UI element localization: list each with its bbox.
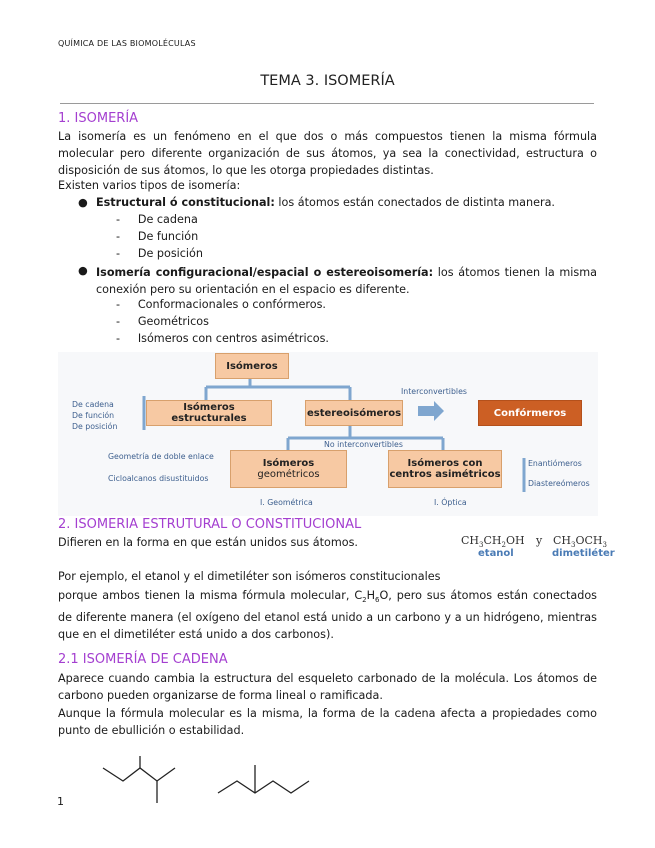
label-de-posicion: De posición <box>72 422 118 431</box>
node-asim-line1: Isómeros con <box>407 458 483 469</box>
list-item-posicion: - De posición <box>116 247 203 260</box>
list-item-label: De posición <box>137 247 203 260</box>
section-2-example: Por ejemplo, el etanol y el dimetiléter son isómeros constitucionales <box>58 570 441 583</box>
isomer-diagram <box>58 352 598 516</box>
section-2-1-paragraph-2: Aunque la fórmula molecular es la misma, la forma de la cadena afecta a propiedades como punto de ebullición o estabilidad. <box>58 707 597 737</box>
skeletal-structures <box>95 755 325 810</box>
list-item-funcion: - De función <box>116 230 199 243</box>
formula-y: y <box>536 534 543 547</box>
formula-etanol: $CH_3CH_2OH$ <box>461 534 525 550</box>
bullet-dot: ● <box>78 264 88 277</box>
node-isomeros: Isómeros <box>215 353 289 379</box>
bullet-structural <box>96 196 555 209</box>
node-estereoisomeros: estereoisómeros <box>305 400 403 426</box>
label-de-cadena: De cadena <box>72 400 114 409</box>
label-enantiomeros: Enantiómeros <box>528 459 582 468</box>
bullet-stereo-bold: Isomería configuracional/espacial o estereoisomería: <box>96 266 434 279</box>
section-2-1-paragraph-1: Aparece cuando cambia la estructura del esqueleto carbonado de la molécula. Los átomos de carbono pueden organizarse de forma lineal o ramificada. <box>58 672 597 702</box>
label-etanol: etanol <box>478 548 514 559</box>
list-item-cadena: - De cadena <box>116 213 198 226</box>
node-isomeros-estructurales: Isómeros estructurales <box>146 400 272 426</box>
title-divider <box>60 103 594 104</box>
bullet-stereo <box>96 264 597 298</box>
node-conformeros: Confórmeros <box>478 400 582 426</box>
bullet-structural-text: los átomos están conectados de distinta manera. <box>274 196 555 209</box>
page-title: TEMA 3. ISOMERÍA <box>260 73 395 89</box>
node-geo-line2: geométricos <box>257 469 320 480</box>
label-de-funcion: De función <box>72 411 115 420</box>
label-cicloalcanos: Cicloalcanos disustituidos <box>108 474 209 483</box>
list-item-label: De función <box>137 230 199 243</box>
running-header: QUÍMICA DE LAS BIOMOLÉCULAS <box>58 39 196 48</box>
diagram-connectors <box>58 352 598 516</box>
label-diastereomeros: Diastereómeros <box>528 479 590 488</box>
section-2-explanation: porque ambos tienen la misma fórmula molecular, $C_2H_6O$, pero sus átomos están conectados de diferente manera (el oxígeno del etanol está unido a un carbono y a un hidrógeno, mientras que en el dimetiléter está unido a dos carbonos). <box>58 589 597 642</box>
page-number: 1 <box>57 795 64 808</box>
skeletal-branched-chain <box>103 768 175 781</box>
list-item-label: Geométricos <box>137 315 209 328</box>
label-i-optica: I. Óptica <box>434 498 467 507</box>
section-1-paragraph: La isomería es un fenómeno en el que dos o más compuestos tienen la misma fórmula molecular pero diferente organización de sus átomos, ya sea la conectividad, estructura o disposición de sus átomos, lo que les otorga propiedades distintas. <box>58 130 597 177</box>
list-item-label: De cadena <box>137 213 198 226</box>
section-2-heading: 2. ISOMERIA ESTRUTURAL O CONSTITUCIONAL <box>58 517 362 532</box>
node-asim-line2: centros asimétricos <box>389 469 501 480</box>
list-item-label: Conformacionales o confórmeros. <box>137 298 326 311</box>
formula-dimetileter: $CH_3OCH_3$ <box>553 534 607 550</box>
node-isomeros-geometricos <box>230 450 347 488</box>
section-1-heading: 1. ISOMERÍA <box>58 111 139 126</box>
list-item-label: Isómeros con centros asimétricos. <box>137 332 329 345</box>
list-item-asimetricos: - Isómeros con centros asimétricos. <box>116 332 329 345</box>
label-dimetileter: dimetiléter <box>552 548 615 559</box>
section-2-1-heading: 2.1 ISOMERÍA DE CADENA <box>58 652 228 667</box>
node-geo-line1: Isómeros <box>262 458 315 469</box>
label-no-interconvertibles: No interconvertibles <box>324 440 403 449</box>
list-item-geometricos: - Geométricos <box>116 315 209 328</box>
node-centros-asimetricos <box>388 450 502 488</box>
bullet-dot: ● <box>78 196 88 209</box>
list-item-conformacionales: - Conformacionales o confórmeros. <box>116 298 326 311</box>
bullet-structural-bold: Estructural ó constitucional: <box>96 196 275 209</box>
section-2-line1: Difieren en la forma en que están unidos sus átomos. <box>58 536 358 549</box>
label-i-geometrica: I. Geométrica <box>260 498 313 507</box>
section-2-explanation-b: , pero sus átomos están conectados de diferente manera (el oxígeno del etanol está unido a un carbono y a un hidrógeno, mientras que en el dimetiléter está unido a dos carbonos). <box>58 589 597 642</box>
section-2-explanation-a: porque ambos tienen la misma fórmula molecular, <box>58 589 355 602</box>
bullet-stereo-text: los átomos tienen la misma conexión pero su orientación en el espacio es diferente. <box>96 266 597 296</box>
label-interconvertibles: Interconvertibles <box>401 387 467 396</box>
label-geometria-doble-enlace: Geometría de doble enlace <box>108 452 214 461</box>
skeletal-second-chain <box>218 781 309 793</box>
section-1-intro: Existen varios tipos de isomería: <box>58 179 241 192</box>
